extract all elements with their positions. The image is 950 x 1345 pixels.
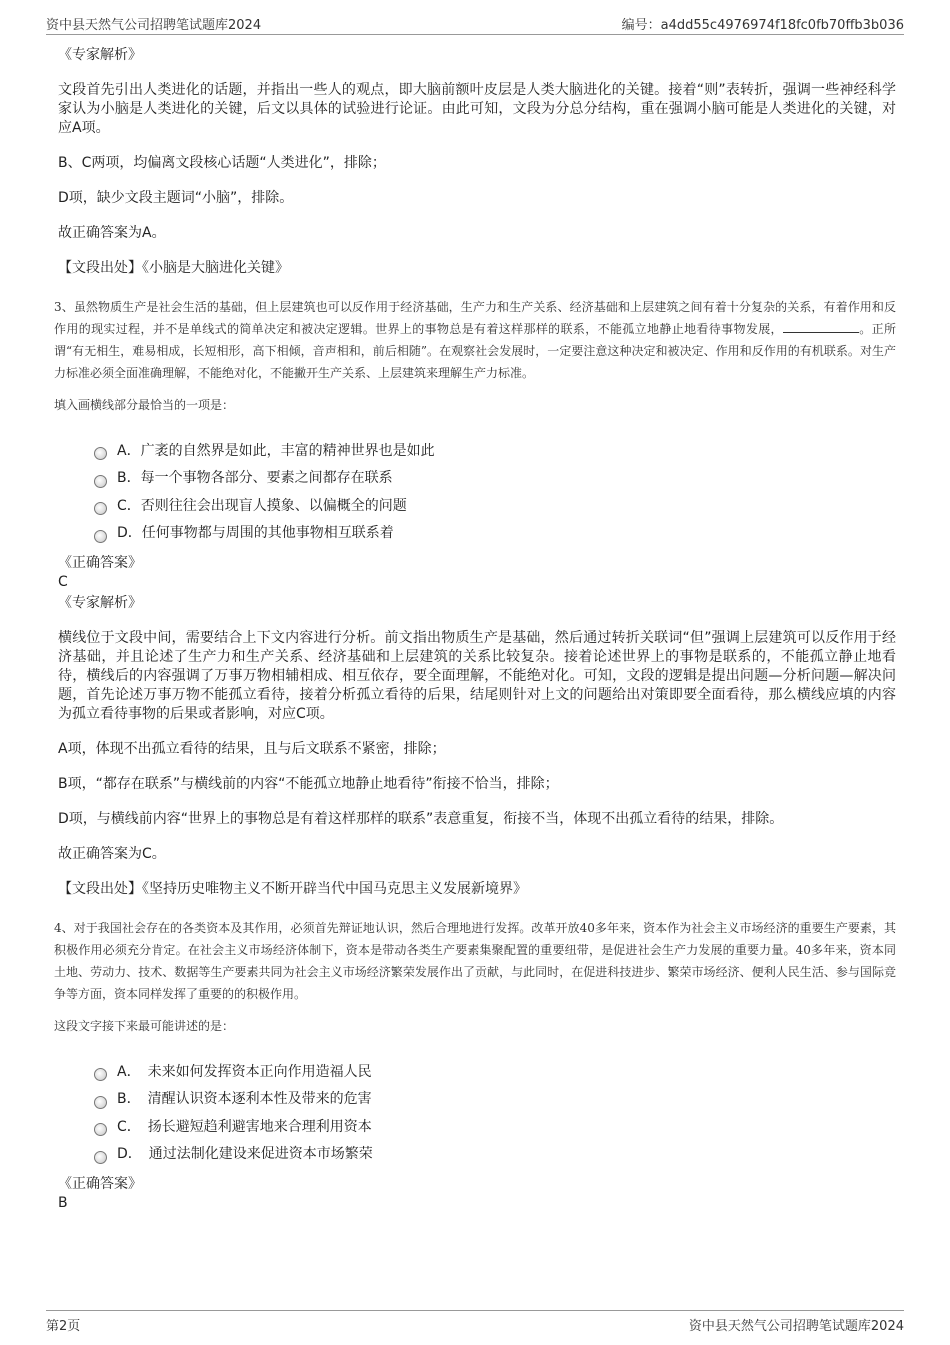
q2-analysis-d: D项，缺少文段主题词“小脑”，排除。 [58,190,294,206]
q3-blank [783,318,859,333]
page-footer [46,1310,904,1335]
q4-prompt: 这段文字接下来最可能讲述的是： [54,1019,235,1033]
q3-answer-label: 《正确答案》 [58,555,142,571]
q2-source: 【文段出处】《小脑是大脑进化关键》 [58,260,289,276]
q4-option-d[interactable] [94,1140,896,1168]
q3-analysis-text: 横线位于文段中间，需要结合上下文内容进行分析。前文指出物质生产是基础，然后通过转折关联词“但”强调上层建筑可以反作用于经济基础，并且论述了生产力和生产关系、经济基础和上层建筑的关系比较复杂。接着论述世界上的事物是联系的，不能孤立静止地看待，横线后的内容强调了万事万物相辅相成、相互依存，要全面理解，不能绝对化。可知，文段的逻辑是提出问题—分析问题—解决问题，首先论述万事万物不能孤立看待，接着分析孤立看待的后果，结尾则针对上文的问题给出对策即要全面看待，那么横线应填的内容为孤立看待事物的后果或者影响，对应C项。 [58,630,896,722]
q3-analysis-label: 《专家解析》 [58,595,142,611]
footer-title: 资中县天然气公司招聘笔试题库2024 [688,1319,904,1334]
q4-answer-label: 《正确答案》 [58,1176,142,1192]
q2-analysis-label: 《专家解析》 [58,47,142,63]
q3-text-part1: 3、虽然物质生产是社会生活的基础，但上层建筑也可以反作用于经济基础，生产力和生产关系、经济基础和上层建筑之间有着十分复杂的关系，有着作用和反作用的现实过程，并不是单线式的简单决定和被决定逻辑。世界上的事物总是有着这样那样的联系，不能孤立地静止地看待事物发展， [54,300,896,336]
q3-options [94,436,896,546]
q3-analysis-a: A项，体现不出孤立看待的结果，且与后文联系不紧密，排除； [58,741,446,757]
q4-option-d-label: D． 通过法制化建设来促进资本市场繁荣 [117,1146,373,1163]
page-header [46,12,904,35]
q4-option-b[interactable] [94,1085,896,1113]
q3-option-c-label: C．否则往往会出现盲人摸象、以偏概全的问题 [117,497,407,514]
q3-text-part2: 。正所谓“有无相生，难易相成，长短相形，高下相倾，音声相和，前后相随”。在观察社会发展时，一定要注意这种决定和被决定、作用和反作用的有机联系。对生产力标准必须全面准确理解，不能绝对化，不能撇开生产关系、上层建筑来理解生产力标准。 [54,322,896,380]
q3-analysis-b: B项，“都存在联系”与横线前的内容“不能孤立地静止地看待”衔接不恰当，排除； [58,776,559,792]
q3-option-a[interactable] [94,436,896,464]
radio-icon[interactable] [94,502,107,515]
q3-source: 【文段出处】《坚持历史唯物主义不断开辟当代中国马克思主义发展新境界》 [58,881,527,897]
q3-option-b-label: B．每一个事物各部分、要素之间都存在联系 [117,470,393,487]
q4-option-b-label: B． 清醒认识资本逐利本性及带来的危害 [117,1091,372,1108]
radio-icon[interactable] [94,1123,107,1136]
header-serial-number: 编号：a4dd55c4976974f18fc0fb70ffb3b036 [621,18,904,33]
q4-question-text: 4、对于我国社会存在的各类资本及其作用，必须首先辩证地认识，然后合理地进行发挥。改革开放40多年来，资本作为社会主义市场经济的重要生产要素，其积极作用必须充分肯定。在社会主义市场经济体制下，资本是带动各类生产要素集聚配置的重要纽带，是促进社会生产力发展的重要力量。40多年来，资本同土地、劳动力、技术、数据等生产要素共同为社会主义市场经济繁荣发展作出了贡献，与此同时，在促进科技进步、繁荣市场经济、便利人民生活、参与国际竞争等方面，资本同样发挥了重要的的积极作用。 [54,921,896,1001]
radio-icon[interactable] [94,1068,107,1081]
radio-icon[interactable] [94,447,107,460]
q2-conclusion: 故正确答案为A。 [58,225,166,241]
q3-analysis-d: D项，与横线前内容“世界上的事物总是有着这样那样的联系”表意重复，衔接不当，体现不出孤立看待的结果，排除。 [58,811,784,827]
radio-icon[interactable] [94,475,107,488]
q4-options [94,1057,896,1167]
q3-question-text [54,296,896,384]
page-content [54,46,896,1215]
q3-option-a-label: A．广袤的自然界是如此，丰富的精神世界也是如此 [117,442,435,459]
radio-icon[interactable] [94,1096,107,1109]
q4-option-c[interactable] [94,1112,896,1140]
header-title: 资中县天然气公司招聘笔试题库2024 [46,18,262,33]
q4-option-a[interactable] [94,1057,896,1085]
q4-option-c-label: C． 扬长避短趋利避害地来合理利用资本 [117,1118,372,1135]
q3-conclusion: 故正确答案为C。 [58,846,166,862]
q3-option-c[interactable] [94,491,896,519]
page-number: 第2页 [46,1319,81,1334]
q3-answer: C [58,574,68,590]
q3-option-d-label: D．任何事物都与周围的其他事物相互联系着 [117,525,394,542]
radio-icon[interactable] [94,530,107,543]
q3-prompt: 填入画横线部分最恰当的一项是： [54,398,235,412]
q3-option-b[interactable] [94,464,896,492]
q4-option-a-label: A． 未来如何发挥资本正向作用造福人民 [117,1063,372,1080]
q4-answer: B [58,1195,68,1211]
q3-option-d[interactable] [94,519,896,547]
q2-analysis-bc: B、C两项，均偏离文段核心话题“人类进化”，排除； [58,155,386,171]
radio-icon[interactable] [94,1151,107,1164]
q2-analysis-text: 文段首先引出人类进化的话题，并指出一些人的观点，即大脑前额叶皮层是人类大脑进化的关键。接着“则”表转折，强调一些神经科学家认为小脑是人类进化的关键，后文以具体的试验进行论证。由此可知，文段为分总分结构，重在强调小脑可能是人类进化的关键，对应A项。 [58,82,896,136]
